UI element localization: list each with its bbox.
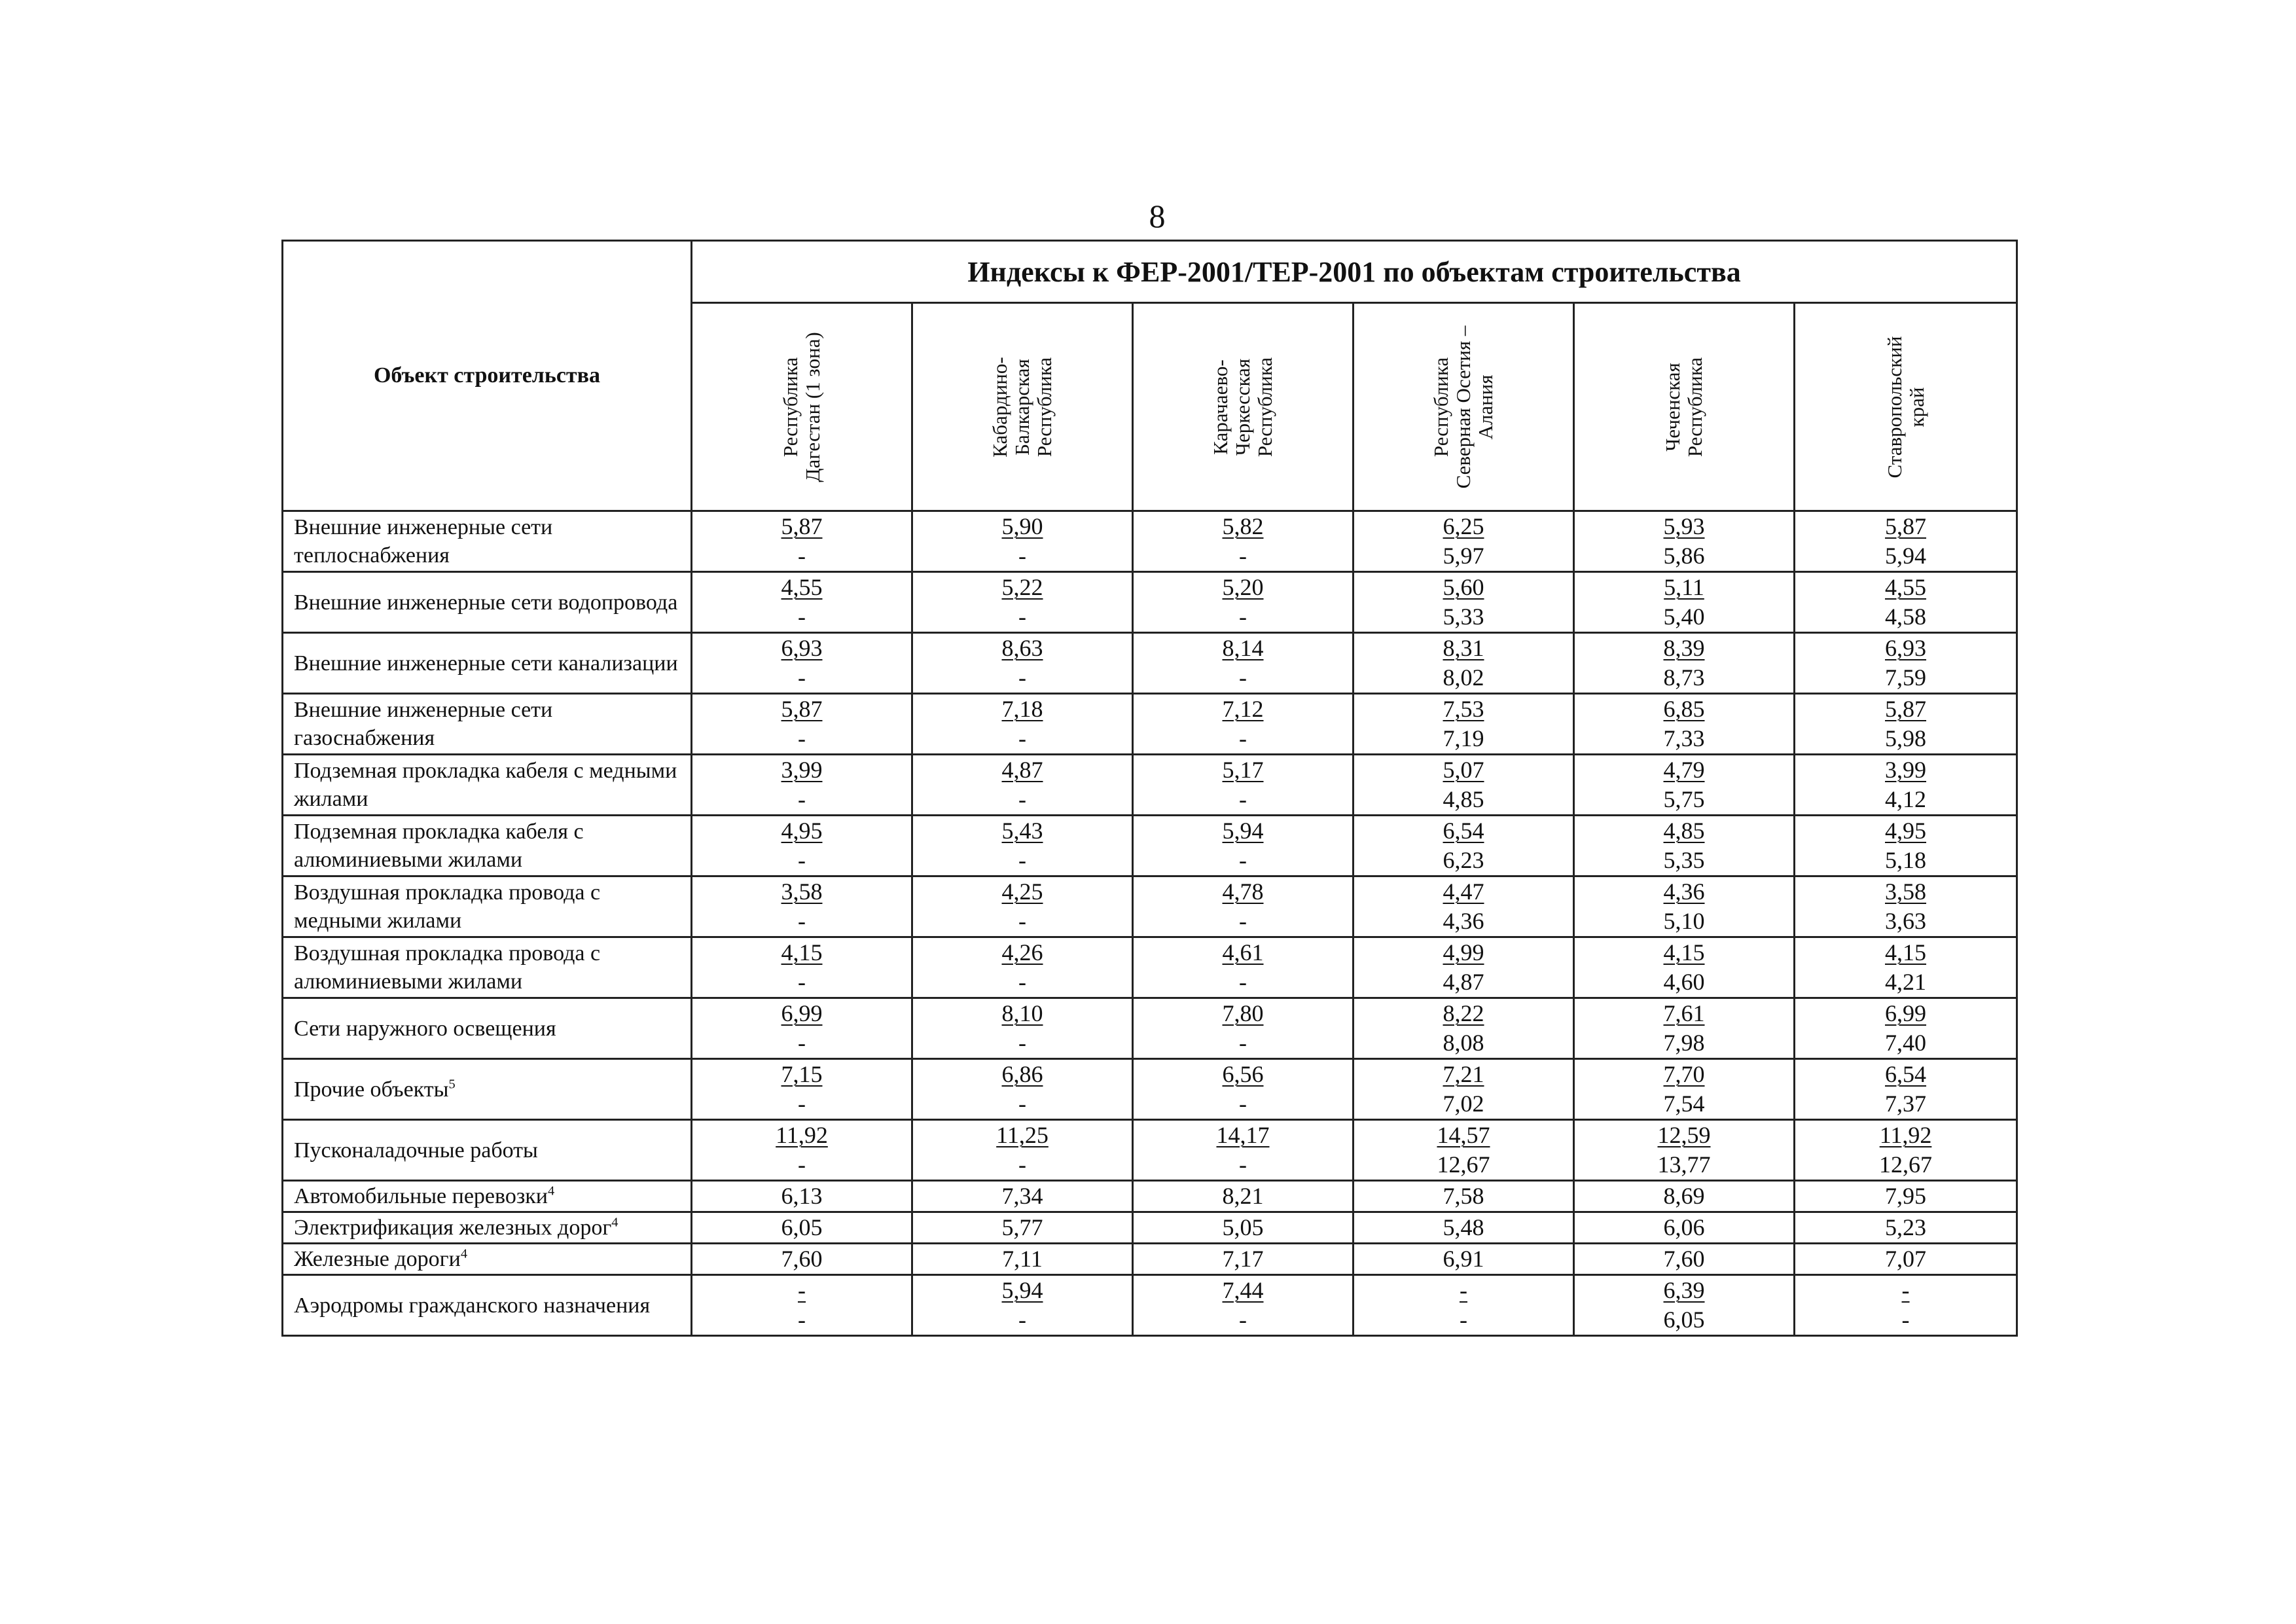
index-fer-value: 11,92: [776, 1122, 828, 1148]
object-name-text: Автомобильные перевозки: [294, 1184, 548, 1208]
index-ter-value: 5,97: [1443, 543, 1484, 569]
region-header: [1795, 303, 2017, 511]
footnote-marker: 5: [448, 1077, 456, 1092]
index-fer-value: 6,99: [781, 1000, 823, 1026]
index-cell: [692, 755, 912, 816]
index-ter-value: 5,10: [1663, 908, 1705, 934]
index-cell: [1133, 816, 1354, 876]
index-fer-value: 7,53: [1443, 696, 1484, 722]
index-ter-value: 4,58: [1885, 604, 1927, 630]
index-ter-value: 5,40: [1663, 604, 1705, 630]
table-row: [283, 1212, 2017, 1244]
index-ter-value: 8,02: [1443, 664, 1484, 691]
index-ter-value: 7,02: [1443, 1091, 1484, 1117]
index-cell: [1574, 511, 1795, 572]
index-ter-value: -: [1239, 1091, 1247, 1117]
object-name-text: Воздушная прокладка провода с алюминиевыми жилами: [294, 941, 601, 994]
index-fer-value: 6,56: [1222, 1061, 1264, 1087]
index-ter-value: -: [1239, 725, 1247, 751]
index-fer-value: 7,15: [781, 1061, 823, 1087]
index-ter-value: -: [798, 1030, 806, 1056]
page-number: 8: [1149, 198, 1166, 234]
index-cell: [692, 511, 912, 572]
index-fer-value: 11,92: [1879, 1122, 1932, 1148]
index-cell: [1795, 755, 2017, 816]
object-name-text: Внешние инженерные сети канализации: [294, 651, 678, 676]
object-name: [283, 1181, 692, 1212]
index-fer-value: 6,39: [1663, 1277, 1705, 1303]
object-name: [283, 511, 692, 572]
index-fer-value: -: [798, 1277, 806, 1303]
object-name-text: Пусконаладочные работы: [294, 1138, 538, 1163]
index-ter-value: 4,60: [1663, 969, 1705, 995]
table-row: [283, 937, 2017, 998]
index-cell: [1354, 572, 1574, 633]
index-cell: [912, 1059, 1133, 1120]
index-cell: [1574, 816, 1795, 876]
index-ter-value: 5,98: [1885, 725, 1927, 751]
index-fer-value: 5,11: [1664, 574, 1704, 600]
index-ter-value: -: [1239, 786, 1247, 812]
index-cell: [692, 937, 912, 998]
index-cell: [912, 694, 1133, 755]
index-ter-value: -: [1239, 604, 1247, 630]
index-ter-value: 4,85: [1443, 786, 1484, 812]
index-ter-value: -: [798, 1307, 806, 1333]
index-fer-value: 4,47: [1443, 878, 1484, 905]
index-ter-value: -: [1018, 969, 1026, 995]
object-name-text: Внешние инженерные сети водопровода: [294, 590, 678, 615]
index-value: 6,05: [692, 1212, 912, 1244]
index-fer-value: 6,93: [781, 635, 823, 661]
index-cell: [692, 694, 912, 755]
index-cell: [1795, 1120, 2017, 1181]
index-fer-value: 5,87: [1885, 696, 1927, 722]
index-cell: [1354, 694, 1574, 755]
index-fer-value: 4,26: [1001, 939, 1043, 965]
index-cell: [692, 998, 912, 1059]
index-cell: [912, 572, 1133, 633]
table-row: [283, 876, 2017, 937]
index-value: 8,69: [1574, 1181, 1795, 1212]
index-fer-value: 7,80: [1222, 1000, 1264, 1026]
index-ter-value: 5,18: [1885, 847, 1927, 873]
index-fer-value: 14,57: [1437, 1122, 1490, 1148]
region-header: [1354, 303, 1574, 511]
index-fer-value: 5,60: [1443, 574, 1484, 600]
index-cell: [1354, 876, 1574, 937]
index-cell: [1574, 1059, 1795, 1120]
index-cell: [1795, 694, 2017, 755]
index-ter-value: 7,54: [1663, 1091, 1705, 1117]
object-name: [283, 998, 692, 1059]
index-ter-value: -: [1239, 969, 1247, 995]
index-value: 6,13: [692, 1181, 912, 1212]
index-ter-value: -: [1239, 847, 1247, 873]
region-header: [912, 303, 1133, 511]
index-fer-value: 5,17: [1222, 757, 1264, 783]
index-ter-value: 5,35: [1663, 847, 1705, 873]
object-column-header: Объект строительства: [283, 241, 692, 511]
index-cell: [1574, 694, 1795, 755]
index-cell: [1574, 755, 1795, 816]
index-fer-value: 4,95: [781, 818, 823, 844]
index-fer-value: 4,15: [1663, 939, 1705, 965]
index-ter-value: -: [1239, 908, 1247, 934]
object-name: [283, 1244, 692, 1275]
object-name: [283, 755, 692, 816]
index-fer-value: 4,61: [1222, 939, 1264, 965]
index-cell: [1574, 572, 1795, 633]
object-name-text: Железные дороги: [294, 1247, 461, 1271]
index-ter-value: -: [1018, 1307, 1026, 1333]
index-value: 5,23: [1795, 1212, 2017, 1244]
index-cell: [1354, 816, 1574, 876]
object-name: [283, 694, 692, 755]
object-name: [283, 572, 692, 633]
index-ter-value: 6,23: [1443, 847, 1484, 873]
index-ter-value: -: [1018, 1091, 1026, 1117]
index-fer-value: 4,36: [1663, 878, 1705, 905]
index-ter-value: 7,37: [1885, 1091, 1927, 1117]
index-cell: [692, 1120, 912, 1181]
index-cell: [1574, 998, 1795, 1059]
index-ter-value: 4,21: [1885, 969, 1927, 995]
index-value: 5,77: [912, 1212, 1133, 1244]
index-cell: [1574, 633, 1795, 694]
index-fer-value: -: [1901, 1277, 1910, 1303]
index-fer-value: 6,85: [1663, 696, 1705, 722]
index-cell: [1354, 1059, 1574, 1120]
index-cell: [1795, 511, 2017, 572]
index-fer-value: 7,61: [1663, 1000, 1705, 1026]
object-name-text: Прочие объекты: [294, 1077, 449, 1102]
index-cell: [912, 998, 1133, 1059]
index-fer-value: 14,17: [1216, 1122, 1270, 1148]
index-cell: [1133, 876, 1354, 937]
index-fer-value: 7,21: [1443, 1061, 1484, 1087]
index-ter-value: -: [1018, 908, 1026, 934]
index-cell: [912, 755, 1133, 816]
footnote-marker: 4: [547, 1183, 555, 1199]
region-header: [1133, 303, 1354, 511]
index-ter-value: 6,05: [1663, 1307, 1705, 1333]
index-fer-value: 7,12: [1222, 696, 1264, 722]
index-fer-value: 4,15: [1885, 939, 1927, 965]
table-row: [283, 816, 2017, 876]
index-ter-value: 5,33: [1443, 604, 1484, 630]
index-cell: [692, 876, 912, 937]
index-ter-value: -: [1018, 1151, 1026, 1178]
index-fer-value: 5,07: [1443, 757, 1484, 783]
object-name: [283, 937, 692, 998]
object-name: [283, 816, 692, 876]
index-fer-value: 11,25: [996, 1122, 1049, 1148]
object-name: [283, 1275, 692, 1336]
index-cell: [1354, 755, 1574, 816]
index-cell: [912, 511, 1133, 572]
index-fer-value: 5,82: [1222, 513, 1264, 539]
object-name-text: Внешние инженерные сети теплоснабжения: [294, 515, 553, 568]
object-name: [283, 633, 692, 694]
index-fer-value: 3,99: [781, 757, 823, 783]
index-fer-value: 3,58: [1885, 878, 1927, 905]
index-value: 7,11: [912, 1244, 1133, 1275]
index-fer-value: 6,54: [1885, 1061, 1927, 1087]
index-ter-value: 5,86: [1663, 543, 1705, 569]
index-ter-value: -: [1018, 604, 1026, 630]
table-row: [283, 1181, 2017, 1212]
index-ter-value: 7,59: [1885, 664, 1927, 691]
index-fer-value: 6,25: [1443, 513, 1484, 539]
object-name-text: Аэродромы гражданского назначения: [294, 1293, 651, 1318]
index-cell: [692, 572, 912, 633]
index-fer-value: 8,22: [1443, 1000, 1484, 1026]
index-cell: [692, 1059, 912, 1120]
index-cell: [1133, 755, 1354, 816]
index-fer-value: 6,86: [1001, 1061, 1043, 1087]
index-value: 5,05: [1133, 1212, 1354, 1244]
region-header-label: Кабардино-Балкарская Республика: [988, 356, 1056, 458]
index-fer-value: 5,87: [781, 696, 823, 722]
index-fer-value: 8,10: [1001, 1000, 1043, 1026]
index-ter-value: -: [1239, 1307, 1247, 1333]
index-ter-value: 5,75: [1663, 786, 1705, 812]
index-ter-value: -: [798, 1091, 806, 1117]
index-fer-value: 3,99: [1885, 757, 1927, 783]
index-ter-value: -: [1239, 1030, 1247, 1056]
index-ter-value: 8,73: [1663, 664, 1705, 691]
index-ter-value: 12,67: [1879, 1151, 1933, 1178]
index-cell: [1133, 1120, 1354, 1181]
index-fer-value: 4,15: [781, 939, 823, 965]
index-ter-value: -: [1239, 664, 1247, 691]
table-row: [283, 633, 2017, 694]
index-cell: [912, 876, 1133, 937]
index-ter-value: 12,67: [1437, 1151, 1490, 1178]
index-cell: [1795, 1059, 2017, 1120]
table-row: [283, 1120, 2017, 1181]
index-ter-value: 3,63: [1885, 908, 1927, 934]
index-cell: [1354, 937, 1574, 998]
table-row: [283, 572, 2017, 633]
index-fer-value: 8,31: [1443, 635, 1484, 661]
index-ter-value: -: [798, 725, 806, 751]
table-row: [283, 1059, 2017, 1120]
index-fer-value: 6,93: [1885, 635, 1927, 661]
index-fer-value: -: [1460, 1277, 1467, 1303]
table-row: [283, 1275, 2017, 1336]
index-fer-value: 4,78: [1222, 878, 1264, 905]
index-ter-value: -: [798, 786, 806, 812]
index-cell: [1133, 1275, 1354, 1336]
index-fer-value: 8,14: [1222, 635, 1264, 661]
region-header: [1574, 303, 1795, 511]
index-fer-value: 5,43: [1001, 818, 1043, 844]
index-fer-value: 5,94: [1222, 818, 1264, 844]
index-value: 6,06: [1574, 1212, 1795, 1244]
index-cell: [1133, 1059, 1354, 1120]
index-cell: [912, 816, 1133, 876]
indices-table: [281, 240, 2018, 1337]
index-ter-value: -: [1018, 664, 1026, 691]
object-name-text: Сети наружного освещения: [294, 1016, 556, 1041]
index-cell: [692, 816, 912, 876]
index-ter-value: 7,98: [1663, 1030, 1705, 1056]
index-cell: [1795, 633, 2017, 694]
index-ter-value: -: [798, 847, 806, 873]
index-ter-value: -: [798, 969, 806, 995]
index-fer-value: 7,70: [1663, 1061, 1705, 1087]
table-row: [283, 511, 2017, 572]
index-cell: [912, 1120, 1133, 1181]
region-header-label: Республика Северная Осетия – Алания: [1429, 325, 1497, 489]
index-ter-value: -: [1018, 725, 1026, 751]
index-cell: [1354, 1275, 1574, 1336]
index-fer-value: 6,54: [1443, 818, 1484, 844]
index-cell: [912, 1275, 1133, 1336]
index-cell: [692, 633, 912, 694]
index-fer-value: 5,87: [1885, 513, 1927, 539]
index-ter-value: 5,94: [1885, 543, 1927, 569]
index-ter-value: -: [798, 908, 806, 934]
index-ter-value: -: [1018, 847, 1026, 873]
index-fer-value: 12,59: [1657, 1122, 1711, 1148]
index-cell: [1574, 876, 1795, 937]
table-row: [283, 998, 2017, 1059]
indices-group-header: Индексы к ФЕР-2001/ТЕР-2001 по объектам строительства: [692, 241, 2017, 303]
index-value: 7,60: [1574, 1244, 1795, 1275]
index-fer-value: 4,95: [1885, 818, 1927, 844]
index-fer-value: 7,18: [1001, 696, 1043, 722]
index-fer-value: 5,94: [1001, 1277, 1043, 1303]
object-name-text: Внешние инженерные сети газоснабжения: [294, 698, 553, 750]
region-header-label: Ставропольский край: [1882, 336, 1928, 478]
index-fer-value: 5,22: [1001, 574, 1043, 600]
index-value: 8,21: [1133, 1181, 1354, 1212]
index-cell: [1795, 572, 2017, 633]
index-ter-value: 7,33: [1663, 725, 1705, 751]
index-fer-value: 7,44: [1222, 1277, 1264, 1303]
index-fer-value: 8,63: [1001, 635, 1043, 661]
object-name-text: Электрификация железных дорог: [294, 1216, 612, 1240]
region-header: [692, 303, 912, 511]
index-cell: [1354, 998, 1574, 1059]
index-fer-value: 5,20: [1222, 574, 1264, 600]
index-ter-value: -: [1239, 543, 1247, 569]
index-cell: [1133, 572, 1354, 633]
index-ter-value: -: [798, 664, 806, 691]
index-ter-value: 4,36: [1443, 908, 1484, 934]
index-ter-value: -: [1018, 1030, 1026, 1056]
index-ter-value: 4,12: [1885, 786, 1927, 812]
footnote-marker: 4: [611, 1215, 619, 1230]
object-name: [283, 876, 692, 937]
index-fer-value: 8,39: [1663, 635, 1705, 661]
index-fer-value: 4,55: [781, 574, 823, 600]
index-value: 7,58: [1354, 1181, 1574, 1212]
index-cell: [1795, 937, 2017, 998]
index-cell: [912, 937, 1133, 998]
region-header-label: Республика Дагестан (1 зона): [779, 332, 824, 482]
index-fer-value: 4,79: [1663, 757, 1705, 783]
index-ter-value: -: [1901, 1307, 1910, 1333]
index-cell: [692, 1275, 912, 1336]
index-value: 7,34: [912, 1181, 1133, 1212]
index-ter-value: -: [1239, 1151, 1247, 1178]
index-ter-value: 7,19: [1443, 725, 1484, 751]
index-fer-value: 6,99: [1885, 1000, 1927, 1026]
index-ter-value: -: [798, 604, 806, 630]
index-cell: [1133, 998, 1354, 1059]
object-name: [283, 1059, 692, 1120]
index-cell: [1133, 633, 1354, 694]
index-value: 7,60: [692, 1244, 912, 1275]
index-cell: [1795, 1275, 2017, 1336]
index-cell: [1795, 816, 2017, 876]
index-cell: [1795, 876, 2017, 937]
index-cell: [1574, 1120, 1795, 1181]
index-ter-value: -: [1018, 543, 1026, 569]
index-value: 7,95: [1795, 1181, 2017, 1212]
index-fer-value: 4,85: [1663, 818, 1705, 844]
index-fer-value: 5,90: [1001, 513, 1043, 539]
object-name-text: Подземная прокладка кабеля с медными жилами: [294, 759, 677, 811]
index-fer-value: 5,87: [781, 513, 823, 539]
index-cell: [1574, 1275, 1795, 1336]
index-fer-value: 4,25: [1001, 878, 1043, 905]
table-row: [283, 694, 2017, 755]
index-value: 7,17: [1133, 1244, 1354, 1275]
object-name: [283, 1120, 692, 1181]
index-cell: [1133, 694, 1354, 755]
region-header-label: Чеченская Республика: [1661, 357, 1706, 457]
footnote-marker: 4: [460, 1246, 468, 1261]
index-ter-value: -: [798, 1151, 806, 1178]
index-ter-value: 8,08: [1443, 1030, 1484, 1056]
index-fer-value: 5,93: [1663, 513, 1705, 539]
index-ter-value: 4,87: [1443, 969, 1484, 995]
table-row: [283, 755, 2017, 816]
index-fer-value: 4,87: [1001, 757, 1043, 783]
table-row: [283, 1244, 2017, 1275]
index-value: 7,07: [1795, 1244, 2017, 1275]
index-cell: [1795, 998, 2017, 1059]
index-fer-value: 3,58: [781, 878, 823, 905]
index-cell: [1574, 937, 1795, 998]
object-name: [283, 1212, 692, 1244]
index-cell: [912, 633, 1133, 694]
index-cell: [1354, 633, 1574, 694]
object-name-text: Подземная прокладка кабеля с алюминиевыми жилами: [294, 820, 584, 872]
index-ter-value: -: [1018, 786, 1026, 812]
index-fer-value: 4,99: [1443, 939, 1484, 965]
index-fer-value: 4,55: [1885, 574, 1927, 600]
object-name-text: Воздушная прокладка провода с медными жилами: [294, 880, 601, 933]
index-cell: [1354, 1120, 1574, 1181]
index-ter-value: -: [1460, 1307, 1467, 1333]
region-header-label: Карачаево-Черкесская Республика: [1209, 357, 1276, 457]
index-value: 6,91: [1354, 1244, 1574, 1275]
index-cell: [1133, 511, 1354, 572]
index-cell: [1133, 937, 1354, 998]
index-ter-value: 7,40: [1885, 1030, 1927, 1056]
index-ter-value: 13,77: [1657, 1151, 1711, 1178]
index-cell: [1354, 511, 1574, 572]
index-ter-value: -: [798, 543, 806, 569]
index-value: 5,48: [1354, 1212, 1574, 1244]
